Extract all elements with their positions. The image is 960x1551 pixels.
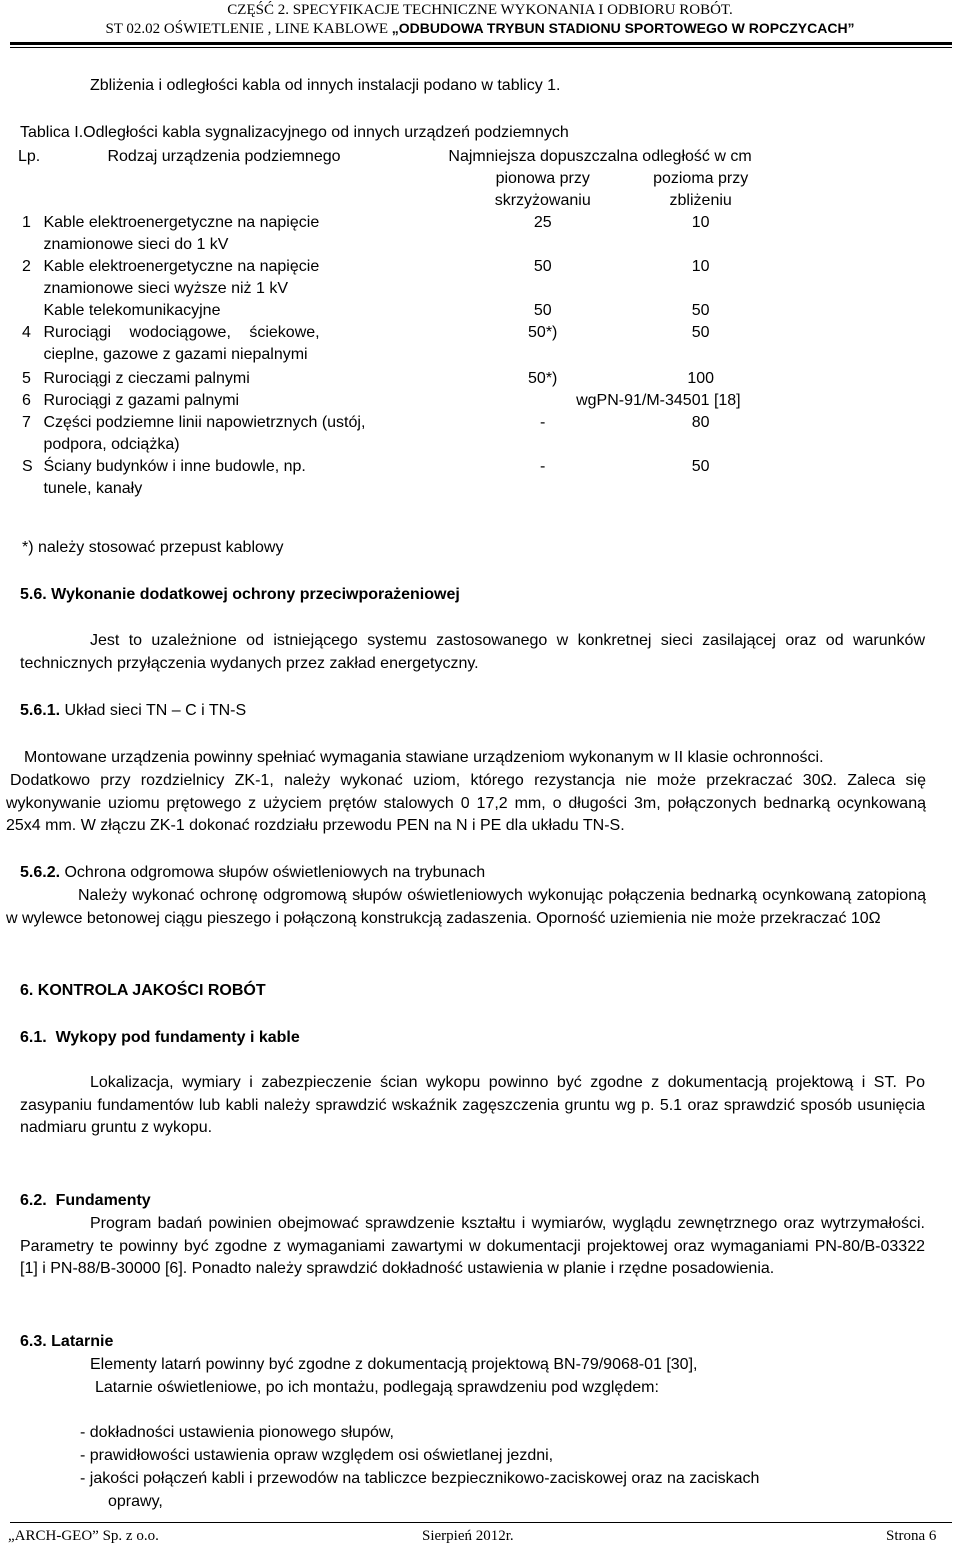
list-item: - prawidłowości ustawienia opraw względem osi oświetlanej jezdni, bbox=[80, 1447, 554, 1464]
section-title: Latarnie bbox=[51, 1333, 114, 1350]
section-6-heading: 6. KONTROLA JAKOŚCI ROBÓT bbox=[20, 982, 266, 999]
row-vertical: - bbox=[540, 458, 546, 475]
row-device-line-2: podpora, odciążka) bbox=[43, 436, 180, 453]
row-number: 4 bbox=[22, 324, 31, 341]
table-note: *) należy stosować przepust kablowy bbox=[22, 539, 284, 556]
header-rule-thick bbox=[10, 42, 952, 45]
row-number: 1 bbox=[22, 214, 31, 231]
col-distance: Najmniejsza dopuszczalna odległość w cm bbox=[448, 148, 752, 165]
row-device bbox=[43, 322, 442, 366]
row-device: Rurociągi z gazami palnymi bbox=[43, 392, 240, 409]
header-project-title: „ODBUDOWA TRYBUN STADIONU SPORTOWEGO W ROPCZYCACH” bbox=[391, 20, 855, 36]
row-vertical: 50*) bbox=[528, 324, 558, 341]
row-device-line-1: Ściany budynków i inne budowle, np. bbox=[43, 458, 306, 475]
list-item-text: dokładności ustawienia pionowego słupów, bbox=[89, 1424, 394, 1441]
row-horizontal: 10 bbox=[691, 258, 710, 275]
row-number bbox=[18, 300, 43, 322]
list-item-continuation: oprawy, bbox=[108, 1493, 163, 1510]
section-5-6-1-para-2: Dodatkowo przy rozdzielnicy ZK-1, należy wykonać uziom, którego rezystancja nie może przekraczać 30Ω. Zaleca się wykonywanie uziomu prętowego z użyciem prętów stalowych 0 17,2 mm, o długości 3m, połączonych bednarką ocynkowaną 25x4 mm. W złączu ZK-1 dokonać rozdziału przewodu PEN na N i PE dla układu TN-S. bbox=[6, 772, 926, 834]
list-item-text: prawidłowości ustawienia opraw względem osi oświetlanej jezdni, bbox=[89, 1447, 554, 1464]
footer-date: Sierpień 2012r. bbox=[422, 1528, 514, 1544]
row-standard-ref: wgPN-91/M-34501 [18] bbox=[576, 392, 741, 409]
row-horizontal: 50 bbox=[691, 324, 710, 341]
section-number: 5.6. bbox=[20, 586, 47, 603]
row-number: S bbox=[22, 458, 33, 475]
col-vertical-1: pionowa przy bbox=[495, 170, 590, 187]
row-number: 2 bbox=[22, 258, 31, 275]
section-6-1-heading bbox=[20, 1027, 300, 1049]
row-vertical: 25 bbox=[533, 214, 552, 231]
section-6-3-line-2: Latarnie oświetleniowe, po ich montażu, podlegają sprawdzeniu pod względem: bbox=[95, 1379, 659, 1396]
section-6-1-body: Lokalizacja, wymiary i zabezpieczenie ścian wykopu powinno być zgodne z dokumentacją projektową i ST. Po zasypaniu fundamentów lub kabli należy sprawdzić wskaźnik zagęszczenia gruntu wg p. 5.1 oraz sprawdzić sposób usunięcia nadmiaru gruntu z wykopu. bbox=[20, 1074, 925, 1136]
row-device-line-2: tunele, kanały bbox=[43, 480, 143, 497]
section-title: Fundamenty bbox=[55, 1192, 151, 1209]
row-horizontal: 100 bbox=[687, 370, 715, 387]
section-number: 5.6.2. bbox=[20, 864, 61, 881]
header-rule-thin bbox=[10, 47, 952, 48]
table-header-row bbox=[18, 146, 758, 168]
section-6-2-heading bbox=[20, 1190, 151, 1212]
col-horizontal-1: pozioma przy bbox=[653, 170, 749, 187]
row-device bbox=[43, 256, 442, 300]
header-line-2 bbox=[0, 20, 960, 38]
col-horizontal bbox=[643, 168, 758, 212]
section-5-6-1-heading bbox=[20, 700, 246, 722]
row-device-line-2: cieplne, gazowe z gazami niepalnymi bbox=[43, 346, 308, 363]
table-caption: Tablica I.Odległości kabla sygnalizacyjnego od innych urządzeń podziemnych bbox=[20, 124, 569, 141]
row-vertical: 50 bbox=[533, 258, 552, 275]
row-device-line-1: Kable elektroenergetyczne na napięcie bbox=[43, 214, 320, 231]
col-vertical bbox=[442, 168, 643, 212]
row-device-line-1: Kable elektroenergetyczne na napięcie bbox=[43, 258, 320, 275]
row-device-line-2: znamionowe sieci do 1 kV bbox=[43, 236, 229, 253]
row-horizontal: 80 bbox=[691, 414, 710, 431]
section-5-6-1-para-1: Montowane urządzenia powinny spełniać wymagania stawiane urządzeniom wykonanym w II klasie ochronności. bbox=[24, 749, 824, 766]
row-device-line-1: Rurociągi wodociągowe, ściekowe, bbox=[43, 324, 320, 341]
section-6-3-line-1: Elementy latarń powinny być zgodne z dokumentacją projektową BN-79/9068-01 [30], bbox=[90, 1356, 698, 1373]
footer-company: „ARCH-GEO” Sp. z o.o. bbox=[8, 1528, 159, 1544]
header-line-1: CZĘŚĆ 2. SPECYFIKACJE TECHNICZNE WYKONANIA I ODBIORU ROBÓT. bbox=[227, 2, 733, 18]
row-device: Rurociągi z cieczami palnymi bbox=[43, 370, 250, 387]
col-vertical-2: skrzyżowaniu bbox=[494, 192, 591, 209]
row-number: 7 bbox=[22, 414, 31, 431]
row-horizontal: 10 bbox=[691, 214, 710, 231]
intro-text: Zbliżenia i odległości kabla od innych instalacji podano w tablicy 1. bbox=[90, 77, 561, 94]
list-item: - dokładności ustawienia pionowego słupów, bbox=[80, 1424, 394, 1441]
section-5-6-body: Jest to uzależnione od istniejącego systemu zastosowanego w konkretnej sieci zasilającej oraz od warunków technicznych przyłączenia wydanych przez zakład energetyczny. bbox=[20, 632, 925, 672]
table-row bbox=[18, 456, 758, 500]
table-row bbox=[18, 366, 758, 390]
row-device: Kable telekomunikacyjne bbox=[43, 302, 221, 319]
section-title: Układ sieci TN – C i TN-S bbox=[64, 702, 247, 719]
table-row bbox=[18, 412, 758, 456]
row-device-line-2: znamionowe sieci wyższe niż 1 kV bbox=[43, 280, 289, 297]
table-row bbox=[18, 256, 758, 300]
section-title: Wykopy pod fundamenty i kable bbox=[55, 1029, 300, 1046]
section-number: 6.3. bbox=[20, 1333, 47, 1350]
row-device-line-1: Części podziemne linii napowietrznych (ustój, bbox=[43, 414, 366, 431]
section-number: 6.2. bbox=[20, 1192, 47, 1209]
col-lp: Lp. bbox=[18, 148, 41, 165]
section-5-6-2-body: Należy wykonać ochronę odgromową słupów oświetleniowych wykonując połączenia bednarką ocynkowaną zatopioną w wylewce betonowej ciągu pieszego i połączoną konstrukcją zadaszenia. Oporność uziemienia nie może przekraczać 10Ω bbox=[6, 887, 926, 927]
row-device bbox=[43, 456, 442, 500]
section-title: Ochrona odgromowa słupów oświetleniowych na trybunach bbox=[64, 864, 486, 881]
col-horizontal-2: zbliżeniu bbox=[669, 192, 732, 209]
list-item-text: jakości połączeń kabli i przewodów na tabliczce bezpiecznikowo-zaciskowej oraz na zaciskach bbox=[89, 1470, 760, 1487]
col-device: Rodzaj urządzenia podziemnego bbox=[107, 148, 341, 165]
row-horizontal: 50 bbox=[691, 302, 710, 319]
footer-page-number: Strona 6 bbox=[886, 1528, 937, 1544]
row-vertical: 50 bbox=[533, 302, 552, 319]
section-number: 6.1. bbox=[20, 1029, 47, 1046]
table-row bbox=[18, 212, 758, 256]
row-number: 5 bbox=[22, 370, 31, 387]
row-device bbox=[43, 412, 442, 456]
table-row bbox=[18, 300, 758, 322]
table-row bbox=[18, 390, 758, 412]
header-spec-code: ST 02.02 OŚWIETLENIE , LINE KABLOWE bbox=[105, 21, 389, 37]
distance-table bbox=[18, 146, 758, 500]
section-number: 5.6.1. bbox=[20, 702, 61, 719]
section-5-6-heading bbox=[20, 584, 460, 606]
section-6-2-body: Program badań powinien obejmować sprawdzenie kształtu i wymiarów, wyglądu zewnętrznego oraz wytrzymałości. Parametry te powinny być zgodne z wymaganiami zawartymi w dokumentacji projektowej oraz wymaganiami PN-80/B-03322 [1] i PN-88/B-30000 [6]. Ponadto należy sprawdzić dokładność ustawienia w planie i rzędne posadowienia. bbox=[20, 1215, 925, 1277]
table-row bbox=[18, 322, 758, 366]
section-5-6-2-heading bbox=[20, 862, 485, 884]
section-title: Wykonanie dodatkowej ochrony przeciwporażeniowej bbox=[51, 586, 460, 603]
footer-rule bbox=[10, 1522, 952, 1523]
section-6-3-heading bbox=[20, 1331, 113, 1353]
row-number: 6 bbox=[22, 392, 31, 409]
row-vertical: - bbox=[540, 414, 546, 431]
row-horizontal: 50 bbox=[691, 458, 710, 475]
list-item: - jakości połączeń kabli i przewodów na tabliczce bezpiecznikowo-zaciskowej oraz na zaciskach bbox=[80, 1470, 760, 1487]
table-subheader-row bbox=[18, 168, 758, 212]
row-vertical: 50*) bbox=[528, 370, 558, 387]
row-device bbox=[43, 212, 442, 256]
